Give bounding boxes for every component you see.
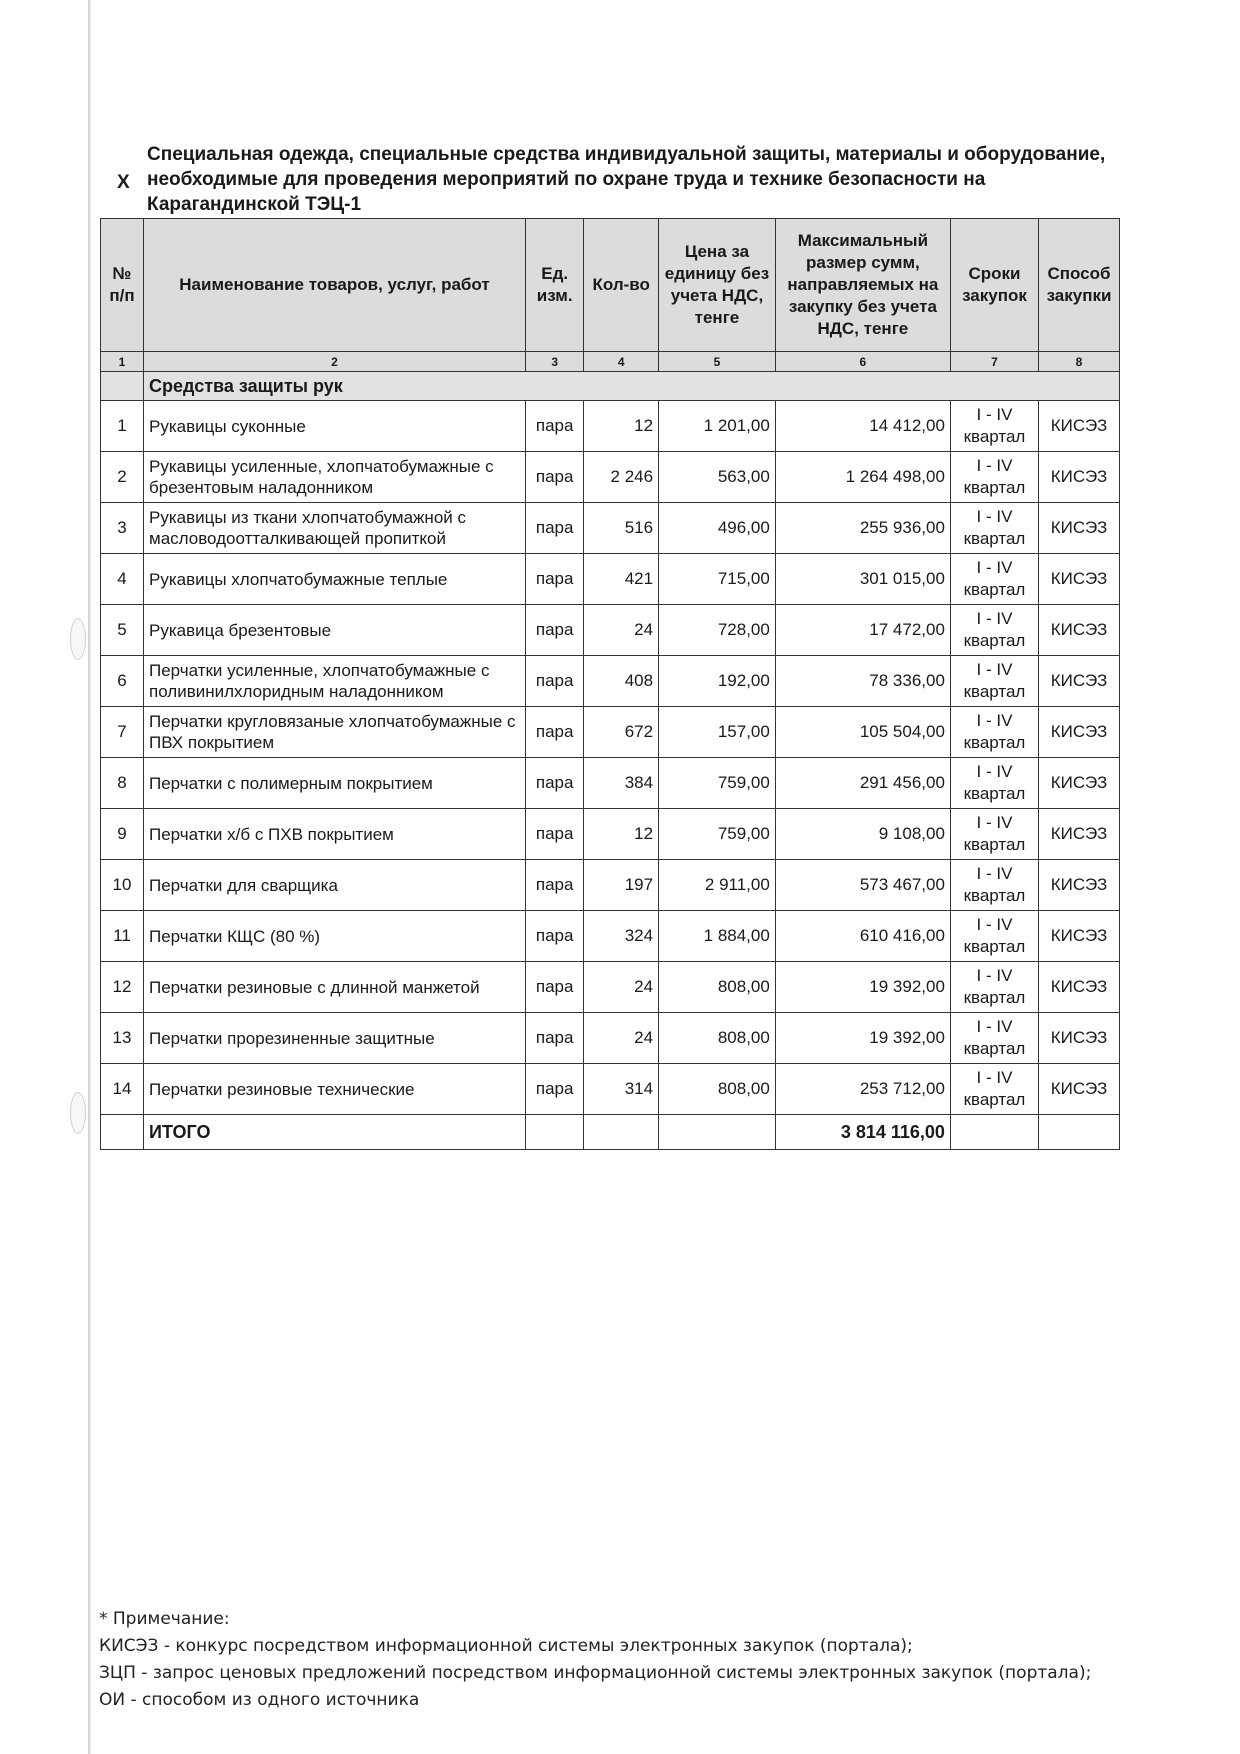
header-cell: Наименование товаров, услуг, работ: [144, 219, 526, 352]
sum-cell: 105 504,00: [775, 707, 950, 758]
unit-cell: пара: [525, 809, 583, 860]
column-number: 1: [101, 352, 144, 372]
total-empty-cell: [1039, 1115, 1120, 1150]
term-cell: I - IV квартал: [950, 1013, 1038, 1064]
total-empty-cell: [525, 1115, 583, 1150]
quantity-cell: 314: [584, 1064, 659, 1115]
row-number: 14: [101, 1064, 144, 1115]
procurement-table: [100, 218, 1120, 1150]
row-number: 8: [101, 758, 144, 809]
row-number: 4: [101, 554, 144, 605]
table-body: [101, 219, 1120, 1150]
column-number: 4: [584, 352, 659, 372]
quantity-cell: 24: [584, 605, 659, 656]
method-cell: КИСЭЗ: [1039, 605, 1120, 656]
quantity-cell: 672: [584, 707, 659, 758]
total-empty-cell: [950, 1115, 1038, 1150]
term-cell: I - IV квартал: [950, 452, 1038, 503]
header-cell: Максимальный размер сумм, направляемых на закупку без учета НДС, тенге: [775, 219, 950, 352]
quantity-cell: 197: [584, 860, 659, 911]
unit-cell: пара: [525, 605, 583, 656]
term-cell: I - IV квартал: [950, 401, 1038, 452]
price-cell: 496,00: [659, 503, 776, 554]
item-name: Перчатки для сварщика: [144, 860, 526, 911]
total-empty-cell: [101, 1115, 144, 1150]
sum-cell: 1 264 498,00: [775, 452, 950, 503]
method-cell: КИСЭЗ: [1039, 758, 1120, 809]
table-row: [101, 962, 1120, 1013]
unit-cell: пара: [525, 401, 583, 452]
unit-cell: пара: [525, 860, 583, 911]
column-number: 5: [659, 352, 776, 372]
row-number: 7: [101, 707, 144, 758]
term-cell: I - IV квартал: [950, 656, 1038, 707]
table-row: [101, 605, 1120, 656]
unit-cell: пара: [525, 758, 583, 809]
table-row: [101, 452, 1120, 503]
header-cell: Ед. изм.: [525, 219, 583, 352]
price-cell: 1 201,00: [659, 401, 776, 452]
item-name: Перчатки прорезиненные защитные: [144, 1013, 526, 1064]
header-cell: Кол-во: [584, 219, 659, 352]
row-number: 10: [101, 860, 144, 911]
row-number: 12: [101, 962, 144, 1013]
footnote: [99, 1606, 1091, 1714]
total-empty-cell: [584, 1115, 659, 1150]
sum-cell: 301 015,00: [775, 554, 950, 605]
item-name: Рукавицы суконные: [144, 401, 526, 452]
price-cell: 192,00: [659, 656, 776, 707]
item-name: Рукавица брезентовые: [144, 605, 526, 656]
header-cell: № п/п: [101, 219, 144, 352]
unit-cell: пара: [525, 656, 583, 707]
method-cell: КИСЭЗ: [1039, 1064, 1120, 1115]
item-name: Перчатки резиновые технические: [144, 1064, 526, 1115]
footnote-line: ЗЦП - запрос ценовых предложений посредством информационной системы электронных закупок (портала);: [99, 1663, 1092, 1683]
item-name: Перчатки резиновые с длинной манжетой: [144, 962, 526, 1013]
column-number: 3: [525, 352, 583, 372]
group-row: [101, 372, 1120, 401]
table-row: [101, 401, 1120, 452]
total-empty-cell: [659, 1115, 776, 1150]
term-cell: I - IV квартал: [950, 707, 1038, 758]
header-cell: Способ закупки: [1039, 219, 1120, 352]
sum-cell: 14 412,00: [775, 401, 950, 452]
column-number: 8: [1039, 352, 1120, 372]
sum-cell: 610 416,00: [775, 911, 950, 962]
quantity-cell: 24: [584, 1013, 659, 1064]
item-name: Перчатки с полимерным покрытием: [144, 758, 526, 809]
item-name: Перчатки х/б с ПХВ покрытием: [144, 809, 526, 860]
item-name: Рукавицы хлопчатобумажные теплые: [144, 554, 526, 605]
price-cell: 563,00: [659, 452, 776, 503]
quantity-cell: 421: [584, 554, 659, 605]
table-row: [101, 503, 1120, 554]
group-title: Средства защиты рук: [144, 372, 1120, 401]
unit-cell: пара: [525, 1013, 583, 1064]
table-row: [101, 809, 1120, 860]
price-cell: 2 911,00: [659, 860, 776, 911]
price-cell: 759,00: [659, 809, 776, 860]
sum-cell: 78 336,00: [775, 656, 950, 707]
sum-cell: 9 108,00: [775, 809, 950, 860]
sum-cell: 253 712,00: [775, 1064, 950, 1115]
unit-cell: пара: [525, 707, 583, 758]
unit-cell: пара: [525, 911, 583, 962]
table-row: [101, 656, 1120, 707]
table-header-row: [101, 219, 1120, 352]
punch-hole: [70, 618, 86, 660]
column-number: 7: [950, 352, 1038, 372]
method-cell: КИСЭЗ: [1039, 809, 1120, 860]
row-number: 9: [101, 809, 144, 860]
term-cell: I - IV квартал: [950, 1064, 1038, 1115]
quantity-cell: 12: [584, 401, 659, 452]
section-marker: X: [117, 172, 130, 193]
table-row: [101, 860, 1120, 911]
sum-cell: 573 467,00: [775, 860, 950, 911]
row-number: 13: [101, 1013, 144, 1064]
footnote-line: ОИ - способом из одного источника: [99, 1690, 420, 1710]
sum-cell: 19 392,00: [775, 962, 950, 1013]
row-number: 2: [101, 452, 144, 503]
item-name: Рукавицы из ткани хлопчатобумажной с масловодоотталкивающей пропиткой: [144, 503, 526, 554]
row-number: 6: [101, 656, 144, 707]
price-cell: 157,00: [659, 707, 776, 758]
quantity-cell: 324: [584, 911, 659, 962]
item-name: Перчатки усиленные, хлопчатобумажные с поливинилхлоридным наладонником: [144, 656, 526, 707]
price-cell: 1 884,00: [659, 911, 776, 962]
sum-cell: 255 936,00: [775, 503, 950, 554]
unit-cell: пара: [525, 962, 583, 1013]
price-cell: 759,00: [659, 758, 776, 809]
footnote-line: КИСЭЗ - конкурс посредством информационной системы электронных закупок (портала);: [99, 1636, 913, 1656]
row-number: 1: [101, 401, 144, 452]
header-cell: Сроки закупок: [950, 219, 1038, 352]
table-row: [101, 554, 1120, 605]
method-cell: КИСЭЗ: [1039, 1013, 1120, 1064]
price-cell: 728,00: [659, 605, 776, 656]
item-name: Перчатки КЩС (80 %): [144, 911, 526, 962]
quantity-cell: 24: [584, 962, 659, 1013]
price-cell: 808,00: [659, 1013, 776, 1064]
table-row: [101, 758, 1120, 809]
method-cell: КИСЭЗ: [1039, 503, 1120, 554]
method-cell: КИСЭЗ: [1039, 401, 1120, 452]
table-row: [101, 911, 1120, 962]
method-cell: КИСЭЗ: [1039, 707, 1120, 758]
quantity-cell: 384: [584, 758, 659, 809]
term-cell: I - IV квартал: [950, 860, 1038, 911]
row-number: 3: [101, 503, 144, 554]
unit-cell: пара: [525, 503, 583, 554]
sum-cell: 17 472,00: [775, 605, 950, 656]
column-number: 6: [775, 352, 950, 372]
total-row: [101, 1115, 1120, 1150]
method-cell: КИСЭЗ: [1039, 962, 1120, 1013]
item-name: Рукавицы усиленные, хлопчатобумажные с брезентовым наладонником: [144, 452, 526, 503]
term-cell: I - IV квартал: [950, 758, 1038, 809]
total-label: ИТОГО: [144, 1115, 526, 1150]
term-cell: I - IV квартал: [950, 554, 1038, 605]
term-cell: I - IV квартал: [950, 962, 1038, 1013]
unit-cell: пара: [525, 554, 583, 605]
table-row: [101, 1064, 1120, 1115]
sum-cell: 19 392,00: [775, 1013, 950, 1064]
table-row: [101, 707, 1120, 758]
quantity-cell: 2 246: [584, 452, 659, 503]
price-cell: 715,00: [659, 554, 776, 605]
section-title: Специальная одежда, специальные средства индивидуальной защиты, материалы и оборудование, необходимые для проведения мероприятий по охране труда и технике безопасности на Карагандинской ТЭЦ-1: [147, 144, 1106, 215]
quantity-cell: 12: [584, 809, 659, 860]
method-cell: КИСЭЗ: [1039, 860, 1120, 911]
punch-hole: [70, 1092, 86, 1134]
price-cell: 808,00: [659, 962, 776, 1013]
method-cell: КИСЭЗ: [1039, 452, 1120, 503]
term-cell: I - IV квартал: [950, 605, 1038, 656]
group-empty-cell: [101, 372, 144, 401]
item-name: Перчатки кругловязаные хлопчатобумажные с ПВХ покрытием: [144, 707, 526, 758]
price-cell: 808,00: [659, 1064, 776, 1115]
column-number-row: [101, 352, 1120, 372]
header-cell: Цена за единицу без учета НДС, тенге: [659, 219, 776, 352]
unit-cell: пара: [525, 1064, 583, 1115]
table-row: [101, 1013, 1120, 1064]
row-number: 11: [101, 911, 144, 962]
total-sum: 3 814 116,00: [775, 1115, 950, 1150]
method-cell: КИСЭЗ: [1039, 554, 1120, 605]
method-cell: КИСЭЗ: [1039, 911, 1120, 962]
quantity-cell: 516: [584, 503, 659, 554]
column-number: 2: [144, 352, 526, 372]
footnote-title: * Примечание:: [99, 1609, 230, 1629]
page-edge: [88, 0, 91, 1754]
term-cell: I - IV квартал: [950, 503, 1038, 554]
quantity-cell: 408: [584, 656, 659, 707]
term-cell: I - IV квартал: [950, 809, 1038, 860]
method-cell: КИСЭЗ: [1039, 656, 1120, 707]
sum-cell: 291 456,00: [775, 758, 950, 809]
unit-cell: пара: [525, 452, 583, 503]
row-number: 5: [101, 605, 144, 656]
term-cell: I - IV квартал: [950, 911, 1038, 962]
